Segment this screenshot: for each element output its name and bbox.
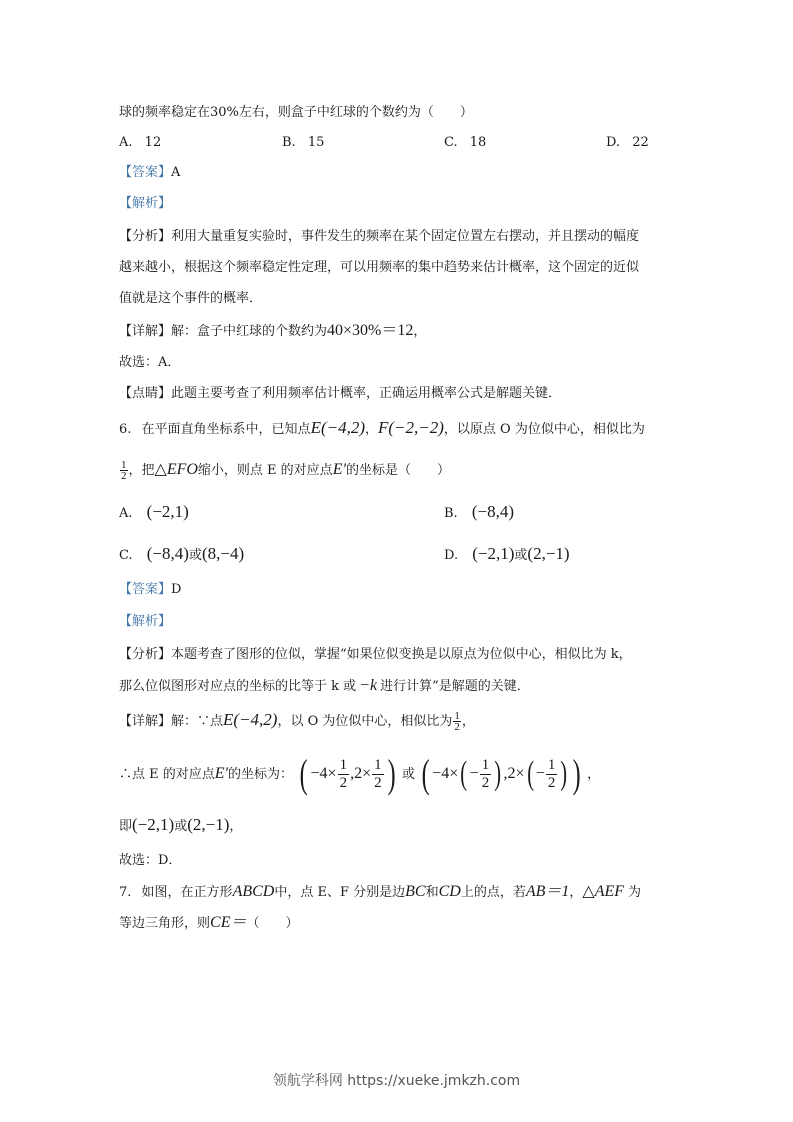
or-text: 或 bbox=[401, 767, 415, 782]
q5-fenxi-line-2: 越来越小，根据这个频率稳定性定理，可以用频率的集中趋势来估计概率，这个固定的近似 bbox=[119, 260, 640, 275]
q5-answer bbox=[119, 163, 180, 183]
fenxi-tag: 【分析】 bbox=[119, 647, 172, 662]
q6-xiangjie bbox=[119, 710, 475, 732]
expr-text: ,2× bbox=[503, 765, 525, 782]
denominator: 2 bbox=[454, 721, 460, 733]
q5-xiangjie bbox=[119, 321, 426, 342]
q6-stem-line-1 bbox=[119, 418, 645, 440]
answer-tag: 【答案】 bbox=[119, 165, 172, 180]
stem-text: 上的点，若 bbox=[460, 885, 526, 900]
option-value: 22 bbox=[632, 135, 649, 150]
footer-watermark: 领航学科网 https://xueke.jmkzh.com bbox=[272, 1073, 521, 1089]
xiangjie-tag: 【详解】 bbox=[119, 324, 172, 339]
half-fraction bbox=[480, 757, 492, 792]
dianjing-text: 此题主要考查了利用频率估计概率，正确运用概率公式是解题关键． bbox=[171, 386, 562, 401]
or-text: 或 bbox=[514, 548, 528, 563]
option-value: 15 bbox=[307, 135, 325, 150]
xiangjie-text: ，以 O 为位似中心，相似比为 bbox=[277, 714, 453, 729]
denominator: 2 bbox=[481, 774, 490, 791]
denominator: 2 bbox=[547, 774, 556, 791]
numerator: 1 bbox=[121, 459, 127, 471]
fenxi-text: 利用大量重复实验时，事件发生的频率在某个固定位置左右摆动，并且摆动的幅度 bbox=[171, 229, 640, 244]
punct: ， bbox=[413, 324, 427, 339]
q5-option-b bbox=[282, 133, 324, 153]
q7-stem-line-2 bbox=[119, 913, 298, 934]
triangle-efo: △EFO bbox=[154, 461, 198, 478]
option-value: (−2,1) bbox=[472, 544, 515, 563]
question-number: 7. bbox=[119, 885, 132, 900]
option-value: (−8,4) bbox=[146, 544, 189, 563]
stem-text: ，把 bbox=[128, 463, 155, 478]
minus-sign: − bbox=[535, 765, 545, 782]
denominator: 2 bbox=[339, 774, 348, 791]
or-text: 或 bbox=[174, 819, 188, 834]
q5-analysis-tag: 【解析】 bbox=[119, 196, 172, 211]
option-label: C. bbox=[119, 548, 133, 563]
half-fraction bbox=[372, 757, 384, 792]
stem-text: （ ） bbox=[246, 916, 299, 931]
q5-dianjing bbox=[119, 384, 561, 404]
question-number: 6. bbox=[119, 422, 132, 437]
q6-answer bbox=[119, 580, 181, 600]
q6-fenxi-line-1 bbox=[119, 645, 632, 665]
stem-text: 为 bbox=[628, 885, 642, 900]
point-e-prime: E′ bbox=[214, 765, 229, 782]
answer-value: D bbox=[171, 582, 182, 597]
ab-equals: AB＝1 bbox=[525, 883, 570, 900]
stem-text: 的坐标是（ ） bbox=[345, 463, 450, 478]
xiangjie-tag: 【详解】 bbox=[119, 714, 172, 729]
option-value: 18 bbox=[469, 135, 487, 150]
q5-fenxi-line-3: 值就是这个事件的概率． bbox=[119, 291, 263, 306]
fenxi-tag: 【分析】 bbox=[119, 229, 172, 244]
numerator: 1 bbox=[454, 710, 460, 722]
q6-fenxi-line-2 bbox=[119, 676, 530, 697]
q5-option-c bbox=[444, 133, 486, 153]
square-abcd: ABCD bbox=[232, 883, 275, 900]
q5-option-d bbox=[606, 133, 649, 153]
fenxi-text: 本题考查了图形的位似，掌握“如果位似变换是以原点为位似中心，相似比为 k， bbox=[171, 647, 632, 662]
point-f: F(−2,−2) bbox=[378, 418, 444, 437]
minus-sign: − bbox=[469, 765, 479, 782]
option-label: D. bbox=[606, 135, 621, 150]
numerator: 1 bbox=[374, 756, 382, 773]
numerator: 1 bbox=[481, 756, 490, 773]
xiangjie-text: 解：盒子中红球的个数约为 bbox=[171, 324, 328, 339]
option-label: C. bbox=[444, 135, 458, 150]
stem-text: 缩小，则点 E 的对应点 bbox=[197, 463, 333, 478]
point-e: E(−4,2) bbox=[310, 418, 365, 437]
q6-analysis-tag: 【解析】 bbox=[119, 614, 172, 629]
numerator: 1 bbox=[339, 756, 348, 773]
point-e: E(−4,2) bbox=[223, 710, 278, 729]
q6-option-d bbox=[444, 544, 570, 566]
fenxi-text: 进行计算”是解题的关键． bbox=[380, 679, 530, 694]
option-label: B. bbox=[282, 135, 296, 150]
expression-1: ( −4× $\frac{1}{2}$ ,2× $\frac{1}{2}$ ) bbox=[299, 751, 396, 797]
triangle-aef: △AEF bbox=[582, 883, 625, 900]
q6-option-a bbox=[119, 502, 189, 524]
half-fraction bbox=[338, 757, 350, 792]
stem-text: 如图，在正方形 bbox=[141, 885, 233, 900]
ji-text: 即 bbox=[119, 819, 133, 834]
xiangjie-formula: 40×30%＝12 bbox=[327, 322, 414, 339]
q6-option-b bbox=[444, 502, 514, 524]
expr-text: ,2× bbox=[350, 765, 372, 782]
q6-ji-line bbox=[119, 815, 242, 837]
point-e-prime: E′ bbox=[332, 461, 346, 478]
stem-text: 在平面直角坐标系中，已知点 bbox=[141, 422, 311, 437]
punct: ， bbox=[365, 422, 379, 437]
or-text: 或 bbox=[188, 548, 202, 563]
q7-stem-line-1 bbox=[119, 882, 641, 903]
result-1: (−2,1) bbox=[132, 815, 175, 834]
punct: ， bbox=[461, 714, 475, 729]
expr-text: −4× bbox=[432, 765, 459, 782]
side-cd: CD bbox=[438, 883, 461, 900]
fenxi-text: 那么位似图形对应点的坐标的比等于 k 或 bbox=[119, 679, 357, 694]
ratio-fraction bbox=[453, 711, 461, 732]
option-value-2: (8,−4) bbox=[201, 544, 245, 563]
q5-choose: 故选：A． bbox=[119, 355, 181, 370]
therefore-text: ∴点 E 的对应点 bbox=[119, 767, 215, 782]
numerator: 1 bbox=[547, 756, 556, 773]
side-bc: BC bbox=[405, 883, 426, 900]
option-label: D. bbox=[444, 548, 459, 563]
option-value: (−8,4) bbox=[471, 502, 514, 521]
therefore-text: 的坐标为： bbox=[228, 767, 294, 782]
answer-value: A bbox=[171, 165, 181, 180]
denominator: 2 bbox=[374, 774, 382, 791]
punct: ， bbox=[569, 885, 583, 900]
stem-text: 和 bbox=[425, 885, 439, 900]
expression-2: ( −4×( − $\frac{1}{2}$ ) ,2×( − $\frac{1}{2}$ ) ) bbox=[421, 751, 581, 797]
q6-stem-line-2 bbox=[119, 460, 450, 481]
stem-text: 中，点 E、F 分别是边 bbox=[274, 885, 406, 900]
q5-fenxi-line-1 bbox=[119, 227, 639, 247]
ce-equals: CE＝ bbox=[210, 914, 247, 931]
option-label: A. bbox=[119, 506, 133, 521]
dianjing-tag: 【点睛】 bbox=[119, 386, 172, 401]
half-fraction bbox=[546, 757, 558, 792]
q6-option-c bbox=[119, 544, 244, 566]
result-2: (2,−1) bbox=[187, 815, 230, 834]
answer-tag: 【答案】 bbox=[119, 582, 172, 597]
stem-text: 等边三角形，则 bbox=[119, 916, 211, 931]
neg-k: −k bbox=[359, 677, 378, 694]
q5-stem-tail: 球的频率稳定在30%左右，则盒子中红球的个数约为（ ） bbox=[119, 105, 473, 120]
stem-text: ，以原点 O 为位似中心，相似比为 bbox=[443, 422, 645, 437]
option-value-2: (2,−1) bbox=[527, 544, 570, 563]
option-value: 12 bbox=[144, 135, 162, 150]
denominator: 2 bbox=[121, 470, 127, 482]
q6-choose: 故选：D． bbox=[119, 853, 182, 868]
ratio-fraction bbox=[120, 460, 128, 481]
punct: ， bbox=[587, 767, 601, 782]
option-label: B. bbox=[444, 506, 458, 521]
q5-option-a bbox=[119, 133, 161, 153]
option-label: A. bbox=[119, 135, 133, 150]
q6-therefore-line bbox=[119, 752, 600, 797]
option-value: (−2,1) bbox=[146, 502, 189, 521]
punct: ， bbox=[229, 819, 243, 834]
expr-text: −4× bbox=[310, 765, 337, 782]
xiangjie-text: 解：∵点 bbox=[171, 714, 224, 729]
